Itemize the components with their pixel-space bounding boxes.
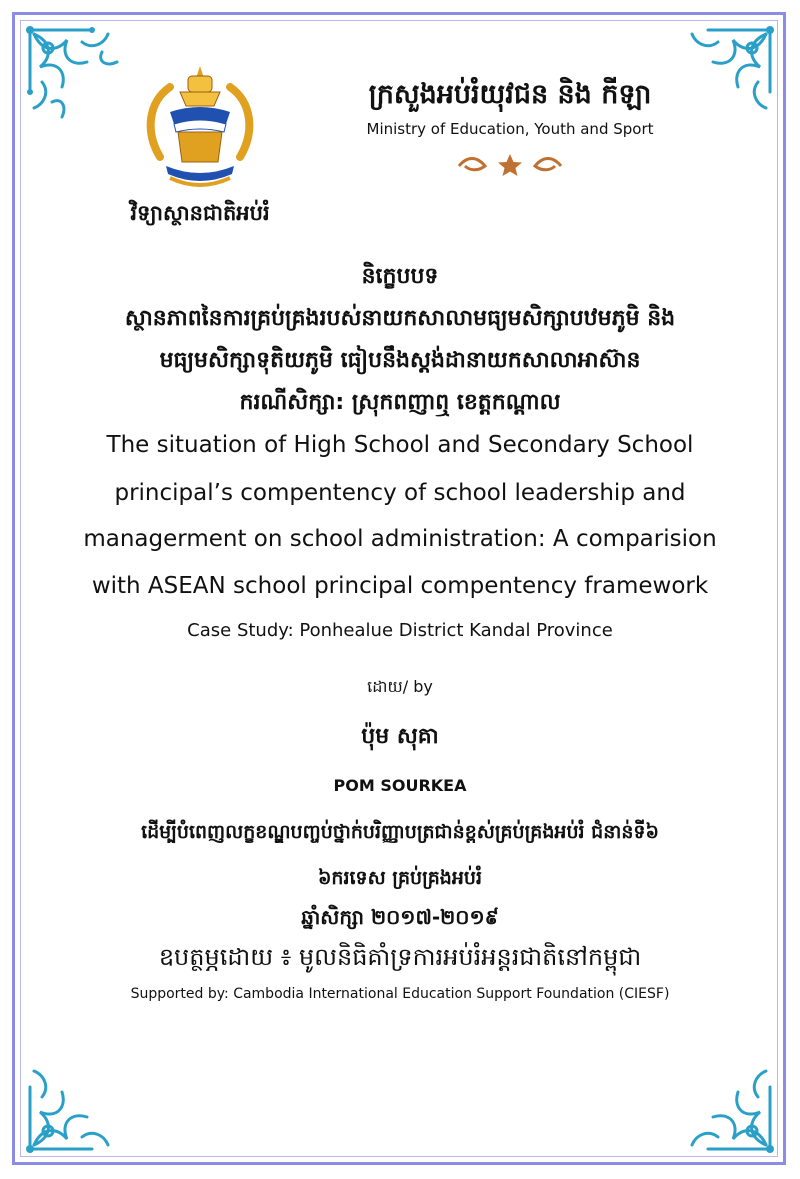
thesis-label: និក្ខេបបទ bbox=[361, 264, 439, 289]
title-khmer-line-1: ស្ថានភាពនៃការគ្រប់គ្រងរបស់នាយកសាលាមធ្យមសិក្សាបឋមភូមិ និង bbox=[124, 306, 676, 331]
support-khmer: ឧបត្ថម្ភដោយ ៖ មូលនិធិគាំទ្រការអប់រំអន្តរជាតិនៅកម្ពុជា bbox=[158, 943, 642, 971]
corner-ornament-top-left bbox=[22, 22, 132, 132]
corner-ornament-bottom-right bbox=[668, 1047, 778, 1157]
title-english-line-3: managerment on school administration: A comparision bbox=[83, 526, 717, 552]
by-label: ដោយ/ by bbox=[367, 677, 433, 696]
title-english-line-1: The situation of High School and Secondary School bbox=[106, 432, 694, 458]
degree-major: ៦ករទេស គ្រប់គ្រងអប់រំ bbox=[317, 867, 483, 889]
case-study: Case Study: Ponhealue District Kandal Province bbox=[187, 620, 613, 641]
emblem-caption: វិទ្យាស្ថានជាតិអប់រំ bbox=[130, 201, 270, 225]
title-english-line-4: with ASEAN school principal compentency framework bbox=[91, 573, 709, 599]
author-name-khmer: ប៉ុម សុគា bbox=[361, 724, 439, 749]
institute-emblem-icon bbox=[140, 62, 260, 197]
author-name-english: POM SOURKEA bbox=[333, 776, 467, 795]
degree-purpose: ដើម្បីបំពេញលក្ខខណ្ឌបញ្ចប់ថ្នាក់បរិញ្ញាបត្រជាន់ខ្ពស់គ្រប់គ្រងអប់រំ ជំនាន់ទី៦ bbox=[141, 821, 659, 843]
academic-year: ឆ្នាំសិក្សា ២០១៧-២០១៩ bbox=[301, 905, 499, 929]
ministry-name-khmer: ក្រសួងអប់រំយុវជន និង កីឡា bbox=[368, 79, 652, 110]
title-khmer-line-2: មធ្យមសិក្សាទុតិយភូមិ ធៀបនឹងស្តង់ដានាយកសាលាអាស៊ាន bbox=[159, 348, 641, 373]
title-english-line-2: principal’s compentency of school leadership and bbox=[114, 480, 686, 506]
star-ornament-icon bbox=[455, 152, 565, 178]
title-khmer-line-3: ករណីសិក្សា: ស្រុកពញាឮ ខេត្តកណ្តាល bbox=[239, 390, 561, 415]
support-english: Supported by: Cambodia International Education Support Foundation (CIESF) bbox=[130, 986, 670, 1002]
corner-ornament-bottom-left bbox=[22, 1047, 132, 1157]
ministry-name-english: Ministry of Education, Youth and Sport bbox=[366, 120, 654, 138]
